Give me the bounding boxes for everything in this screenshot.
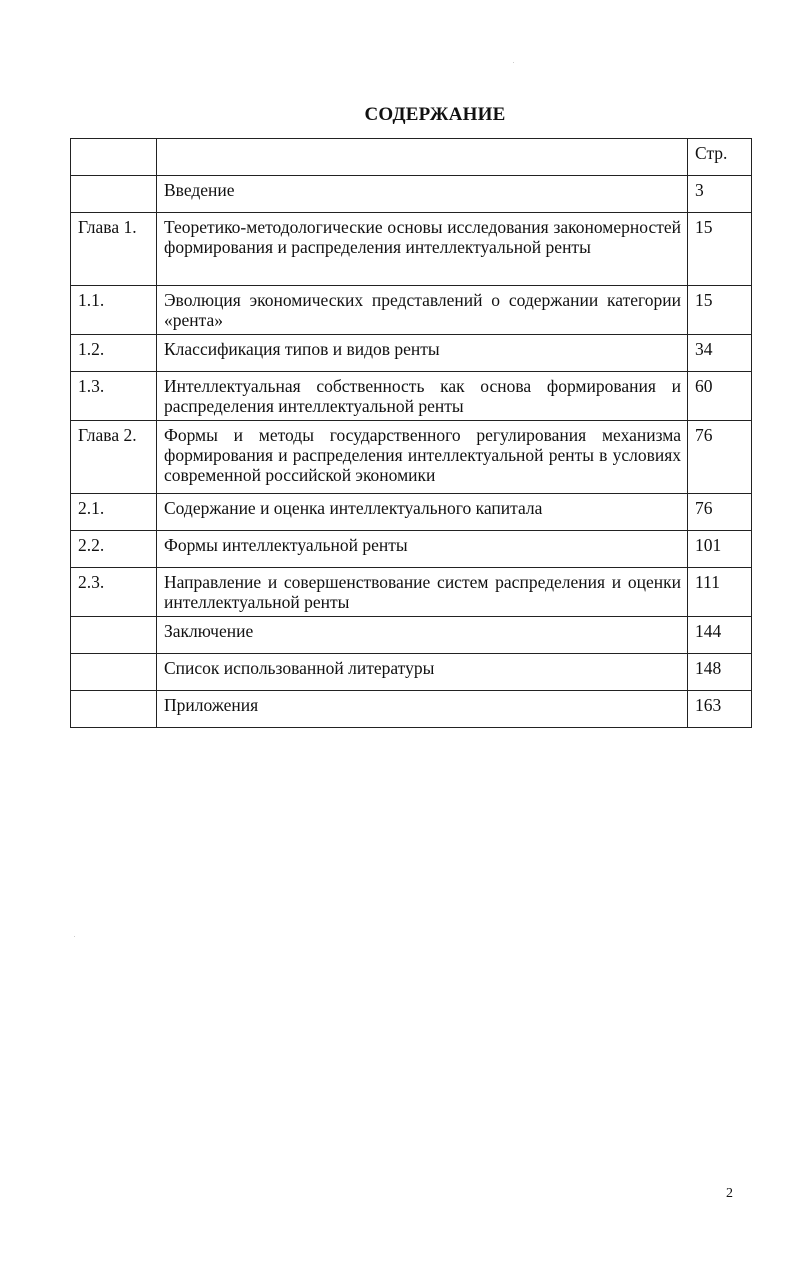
table-of-contents [70,138,752,728]
toc-row-number: 2.3. [71,568,157,617]
toc-row-page: 101 [688,531,752,568]
scan-speck [74,936,75,937]
toc-header-page: Стр. [688,139,752,176]
toc-row [71,531,752,568]
scan-speck [513,62,514,63]
toc-row [71,335,752,372]
toc-row-number: Глава 2. [71,421,157,494]
toc-row-number [71,617,157,654]
toc-row-title: Формы и методы государственного регулирования механизма формирования и распределения интеллектуальной ренты в условиях современной российской экономики [157,421,688,494]
toc-row-title: Эволюция экономических представлений о содержании категории «рента» [157,286,688,335]
toc-row-number: 2.1. [71,494,157,531]
toc-row [71,372,752,421]
toc-row [71,568,752,617]
toc-row-title: Теоретико-методологические основы исследования закономерностей формирования и распределения интеллектуальной ренты [157,213,688,286]
page-number: 2 [726,1186,733,1201]
toc-row [71,617,752,654]
toc-row-number [71,691,157,728]
toc-row-page: 3 [688,176,752,213]
toc-header-title [157,139,688,176]
toc-row-title: Содержание и оценка интеллектуального капитала [157,494,688,531]
toc-row-title: Интеллектуальная собственность как основа формирования и распределения интеллектуальной ренты [157,372,688,421]
toc-row [71,286,752,335]
toc-row-title: Направление и совершенствование систем распределения и оценки интеллектуальной ренты [157,568,688,617]
toc-row-title: Введение [157,176,688,213]
toc-row-page: 148 [688,654,752,691]
toc-row-page: 163 [688,691,752,728]
toc-row [71,494,752,531]
toc-row [71,421,752,494]
toc-row-title: Заключение [157,617,688,654]
toc-row-number: 1.3. [71,372,157,421]
toc-row-page: 15 [688,213,752,286]
toc-row-page: 34 [688,335,752,372]
toc-row-number [71,176,157,213]
toc-row [71,213,752,286]
toc-row-title: Список использованной литературы [157,654,688,691]
toc-row-page: 111 [688,568,752,617]
toc-row [71,176,752,213]
toc-row-page: 60 [688,372,752,421]
toc-row-page: 76 [688,421,752,494]
toc-row-number: 1.1. [71,286,157,335]
toc-row-title: Классификация типов и видов ренты [157,335,688,372]
toc-row-number: Глава 1. [71,213,157,286]
toc-row [71,654,752,691]
document-title: СОДЕРЖАНИЕ [364,104,506,125]
toc-row-page: 15 [688,286,752,335]
toc-row-number: 2.2. [71,531,157,568]
toc-row-title: Формы интеллектуальной ренты [157,531,688,568]
toc-row-number [71,654,157,691]
toc-header-row [71,139,752,176]
toc-row-number: 1.2. [71,335,157,372]
toc-row-title: Приложения [157,691,688,728]
toc-row-page: 76 [688,494,752,531]
toc-row-page: 144 [688,617,752,654]
toc-row [71,691,752,728]
toc-header-number [71,139,157,176]
